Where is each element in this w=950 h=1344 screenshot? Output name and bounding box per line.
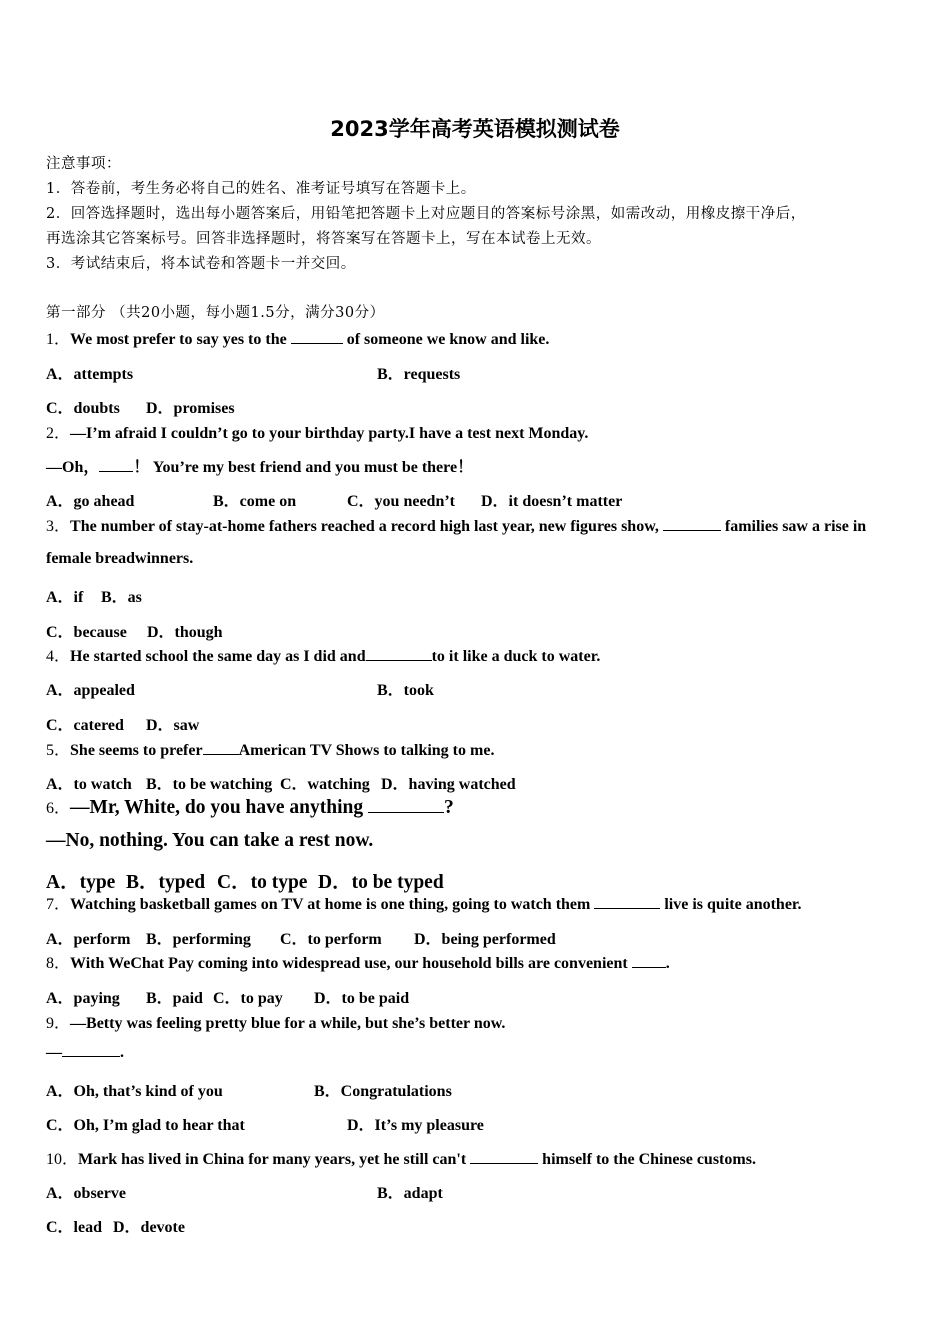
question-8-option-a[interactable]: A．paying <box>46 990 120 1007</box>
question-2-stem: 2．—I’m afraid I couldn’t go to your birthday party.I have a test next Monday. <box>46 425 589 442</box>
question-4-option-d[interactable]: D．saw <box>146 717 200 734</box>
question-4-option-b[interactable]: B．took <box>377 682 434 699</box>
question-2-option-c[interactable]: C．you needn’t <box>347 493 456 510</box>
question-9-reply: — . <box>46 1044 124 1061</box>
question-1-stem: 1．We most prefer to say yes to the of someone we know and like. <box>46 331 550 348</box>
question-7-option-a[interactable]: A．perform <box>46 931 131 948</box>
section-heading: 第一部分 （共20小题，每小题1.5分，满分30分） <box>46 305 385 321</box>
question-3-option-d[interactable]: D．though <box>147 624 223 641</box>
question-2-reply: —Oh， ！ You’re my best friend and you must be there！ <box>46 459 474 476</box>
question-3-stem-cont: female breadwinners. <box>46 550 194 567</box>
question-7-option-c[interactable]: C．to perform <box>280 931 382 948</box>
question-5-option-b[interactable]: B．to be watching <box>146 776 273 793</box>
question-5-option-d[interactable]: D．having watched <box>381 776 516 793</box>
question-10-option-b[interactable]: B．adapt <box>377 1185 443 1202</box>
question-2-option-d[interactable]: D．it doesn’t matter <box>481 493 623 510</box>
question-9-option-c[interactable]: C．Oh, I’m glad to hear that <box>46 1117 245 1134</box>
question-3-option-b[interactable]: B．as <box>101 589 142 606</box>
question-6-option-d[interactable]: D．to be typed <box>318 872 444 893</box>
question-8-option-d[interactable]: D．to be paid <box>314 990 410 1007</box>
question-8-option-c[interactable]: C．to pay <box>213 990 283 1007</box>
question-4-option-c[interactable]: C．catered <box>46 717 124 734</box>
question-6-option-a[interactable]: A．type <box>46 872 116 893</box>
question-1-option-c[interactable]: C．doubts <box>46 400 120 417</box>
question-6-reply: —No, nothing. You can take a rest now. <box>46 830 374 851</box>
notice-item-2-cont: 再选涂其它答案标号。回答非选择题时，将答案写在答题卡上，写在本试卷上无效。 <box>46 231 601 247</box>
question-3-option-c[interactable]: C．because <box>46 624 127 641</box>
question-9-option-a[interactable]: A．Oh, that’s kind of you <box>46 1083 223 1100</box>
question-6-option-c[interactable]: C．to type <box>217 872 308 893</box>
question-10-stem: 10．Mark has lived in China for many years, yet he still can't himself to the Chinese customs. <box>46 1151 756 1168</box>
question-9-stem: 9．—Betty was feeling pretty blue for a while, but she’s better now. <box>46 1015 506 1032</box>
notice-item-3: 3．考试结束后，将本试卷和答题卡一并交回。 <box>46 256 356 272</box>
question-7-option-b[interactable]: B．performing <box>146 931 251 948</box>
question-5-option-a[interactable]: A．to watch <box>46 776 132 793</box>
notice-item-1: 1．答卷前，考生务必将自己的姓名、准考证号填写在答题卡上。 <box>46 181 476 197</box>
page-title: 2023学年高考英语模拟测试卷 <box>330 117 620 141</box>
question-10-option-c[interactable]: C．lead <box>46 1219 103 1236</box>
question-7-option-d[interactable]: D．being performed <box>414 931 556 948</box>
notice-item-2: 2．回答选择题时，选出每小题答案后，用铅笔把答题卡上对应题目的答案标号涂黑，如需改动，用橡皮擦干净后， <box>46 206 806 222</box>
question-8-option-b[interactable]: B．paid <box>146 990 203 1007</box>
question-3-option-a[interactable]: A．if <box>46 589 84 606</box>
question-5-option-c[interactable]: C．watching <box>280 776 370 793</box>
question-1-option-a[interactable]: A．attempts <box>46 366 134 383</box>
question-10-option-d[interactable]: D．devote <box>113 1219 185 1236</box>
question-3-stem: 3．The number of stay-at-home fathers reached a record high last year, new figures show, families saw a rise in <box>46 518 867 535</box>
question-9-option-d[interactable]: D．It’s my pleasure <box>347 1117 484 1134</box>
question-5-stem: 5．She seems to prefer American TV Shows to talking to me. <box>46 742 495 759</box>
question-1-option-d[interactable]: D．promises <box>146 400 235 417</box>
question-4-stem: 4．He started school the same day as I did and to it like a duck to water. <box>46 648 601 665</box>
question-7-stem: 7．Watching basketball games on TV at home is one thing, going to watch them live is quite another. <box>46 896 802 913</box>
question-4-option-a[interactable]: A．appealed <box>46 682 135 699</box>
question-2-option-a[interactable]: A．go ahead <box>46 493 135 510</box>
question-10-option-a[interactable]: A．observe <box>46 1185 126 1202</box>
question-1-option-b[interactable]: B．requests <box>377 366 461 383</box>
question-9-option-b[interactable]: B．Congratulations <box>314 1083 452 1100</box>
question-6-stem: 6．—Mr, White, do you have anything ? <box>46 797 454 818</box>
question-2-option-b[interactable]: B．come on <box>213 493 297 510</box>
question-8-stem: 8．With WeChat Pay coming into widespread use, our household bills are convenient . <box>46 955 670 972</box>
question-6-option-b[interactable]: B．typed <box>126 872 206 893</box>
notice-heading: 注意事项： <box>46 156 121 172</box>
